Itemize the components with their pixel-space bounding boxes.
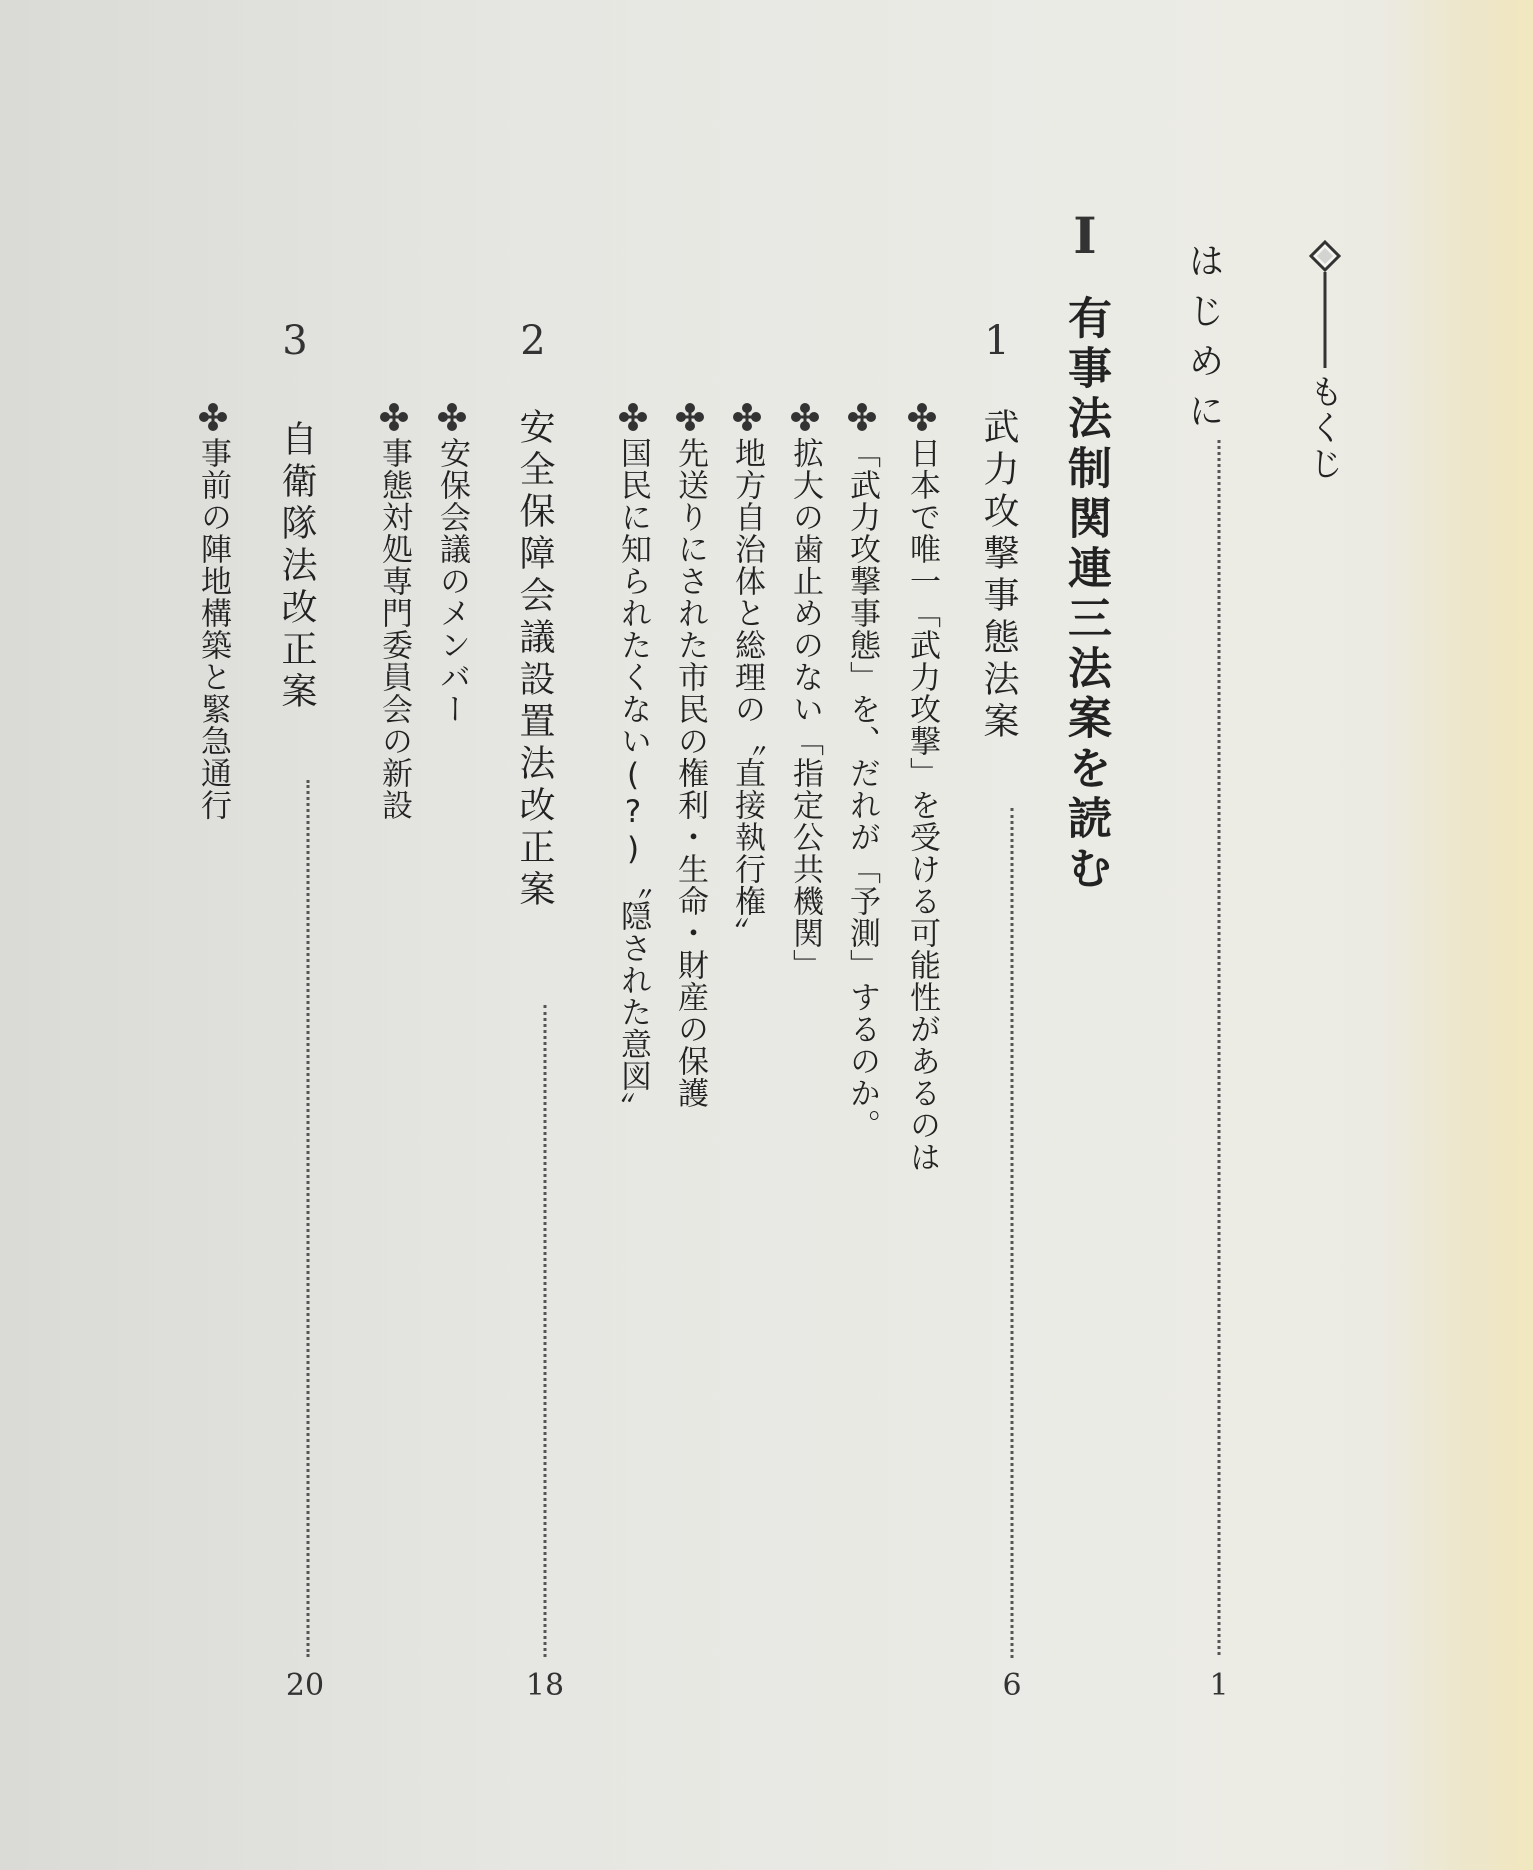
list-item-label: 日本で唯一「武力攻撃」を受ける可能性があるのは [904, 437, 940, 1173]
toc-heading-label: もくじ [1303, 374, 1343, 482]
list-item-label: 国民に知られたくない(?)〝隠された意図〟 [615, 437, 651, 1124]
chapter-numeral: I [1073, 206, 1097, 265]
section-title: 自衛隊法改正案 [276, 420, 317, 714]
list-item-label: 「武力攻撃事態」を、だれが「予測」するのか。 [844, 437, 880, 1141]
page-number: 20 [285, 1668, 325, 1703]
list-item-label: 事前の陣地構築と緊急通行 [195, 437, 231, 821]
page-number: 18 [525, 1668, 565, 1703]
section-title: 武力攻撃事態法案 [978, 408, 1019, 744]
list-item-label: 事態対処専門委員会の新設 [376, 437, 412, 821]
cross-bullet-icon [847, 402, 877, 432]
heading-rule [1324, 272, 1327, 368]
list-item-label: 先送りにされた市民の権利・生命・財産の保護 [672, 437, 708, 1109]
dot-leader [1218, 440, 1221, 1655]
page-number: 1 [1209, 1668, 1229, 1703]
page-edge-shadow [1485, 0, 1533, 1870]
section-number: 3 [282, 318, 308, 364]
section-number: 2 [520, 318, 546, 364]
cross-bullet-icon [790, 402, 820, 432]
cross-bullet-icon [618, 402, 648, 432]
cross-bullet-icon [732, 402, 762, 432]
diamond-icon [1309, 240, 1341, 272]
cross-bullet-icon [675, 402, 705, 432]
cross-bullet-icon [198, 402, 228, 432]
cross-bullet-icon [907, 402, 937, 432]
section-title: 安全保障会議設置法改正案 [514, 408, 555, 912]
list-item-label: 安保会議のメンバー [434, 437, 470, 725]
section-number: 1 [984, 318, 1010, 364]
cross-bullet-icon [379, 402, 409, 432]
list-item-label: 拡大の歯止めのない「指定公共機関」 [787, 437, 823, 981]
cross-bullet-icon [437, 402, 467, 432]
intro-title: はじめに [1183, 242, 1224, 442]
list-item-label: 地方自治体と総理の〝直接執行権〟 [729, 437, 765, 949]
dot-leader [544, 1005, 547, 1657]
dot-leader [307, 780, 310, 1657]
page-number: 6 [1002, 1668, 1022, 1703]
chapter-title: 有事法制関連三法案を読む [1060, 295, 1111, 895]
dot-leader [1011, 808, 1014, 1658]
